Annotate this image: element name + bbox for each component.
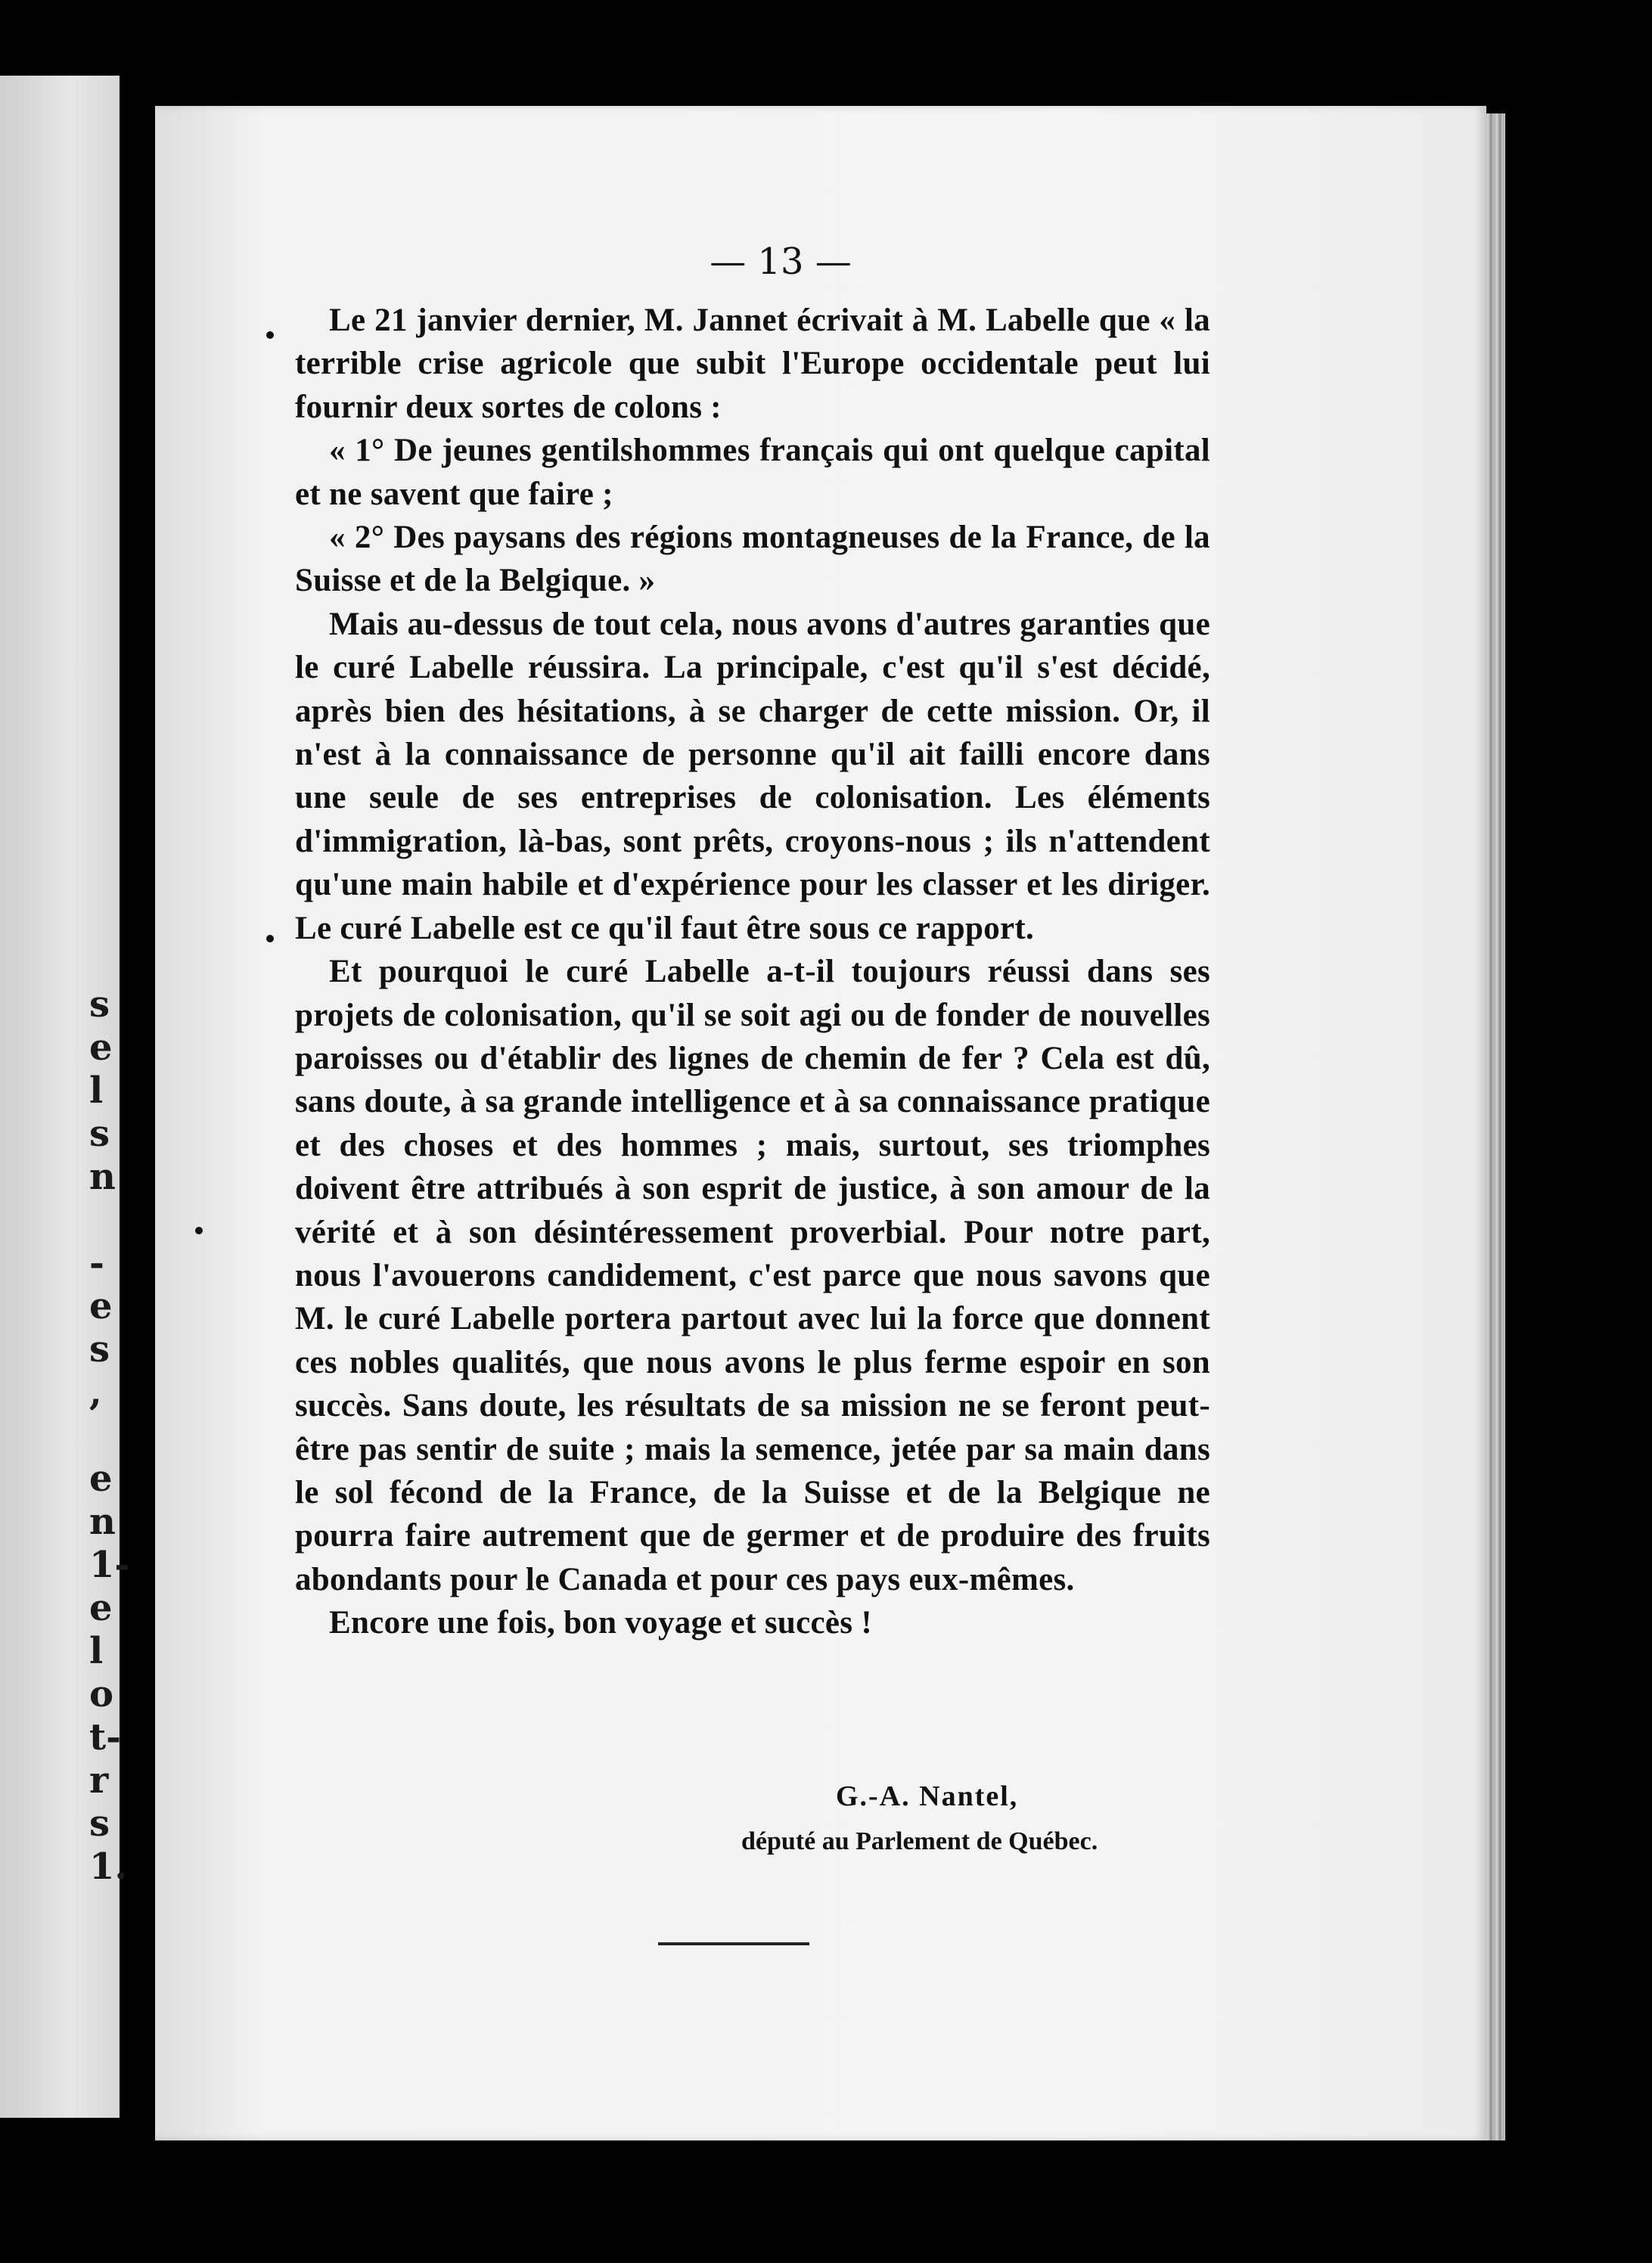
margin-char: o: [89, 1673, 114, 1715]
margin-char: s: [89, 1328, 110, 1371]
paragraph: Mais au-dessus de tout cela, nous avons d'autres garanties que le curé Labelle réussira. La principale, c'est qu'il s'est décidé, après bien des hésitations, à se charger de cette mission. Or, il n'est à la connaissance de personne qu'il ait failli encore dans une seule de ses entreprises de colonisation. Les éléments d'immigration, là-bas, sont prêts, croyons-nous ; ils n'attendent qu'une main habile et d'expérience pour les classer et les diriger. Le curé Labelle est ce qu'il faut être sous ce rapport.: [295, 606, 1210, 946]
closing-rule: [658, 1942, 809, 1945]
margin-char: e: [89, 1285, 113, 1327]
margin-char: l: [89, 1069, 104, 1112]
signature-title: député au Parlement de Québec.: [741, 1827, 1098, 1855]
signature-name: G.-A. Nantel,: [836, 1780, 1019, 1812]
page-body: [295, 299, 1210, 1645]
margin-char: s: [89, 983, 110, 1026]
signature-block: [741, 1774, 1225, 1864]
paragraph: Le 21 janvier dernier, M. Jannet écrivait à M. Labelle que « la terrible crise agricole que subit l'Europe occidentale peut lui fournir deux sortes de colons :: [295, 303, 1210, 425]
margin-char: l: [89, 1630, 104, 1672]
margin-char: [89, 1199, 120, 1242]
margin-char: s: [89, 1802, 110, 1845]
margin-char: n: [89, 1501, 116, 1543]
margin-char: n: [89, 1156, 116, 1198]
margin-char: 1.: [89, 1845, 128, 1888]
paragraph: « 2° Des paysans des régions montagneuses de la France, de la Suisse et de la Belgique. »: [295, 520, 1210, 599]
speck: [195, 1227, 203, 1234]
margin-char: r: [89, 1759, 109, 1802]
margin-char: -: [89, 1242, 104, 1284]
margin-char: e: [89, 1457, 113, 1500]
margin-char: e: [89, 1587, 113, 1629]
speck: [266, 331, 274, 339]
margin-char: ,: [89, 1371, 102, 1414]
facing-page-margin-text: [89, 983, 130, 1889]
speck: [266, 935, 274, 942]
page-number: — 13 —: [710, 241, 852, 283]
paragraph: « 1° De jeunes gentilshommes français qui ont quelque capital et ne savent que faire ;: [295, 433, 1210, 512]
paragraph: Et pourquoi le curé Labelle a-t-il toujours réussi dans ses projets de colonisation, qu'il se soit agi ou de fonder de nouvelles paroisses ou d'établir des lignes de chemin de fer ? Cela est dû, sans doute, à sa grande intelligence et à sa connaissance pratique et des choses et des hommes ; mais, surtout, ses triomphes doivent être attribués à son esprit de justice, à son amour de la vérité et à son désintéressement proverbial. Pour notre part, nous l'avouerons candidement, c'est parce que nous savons que M. le curé Labelle portera partout avec lui la force que donnent ces nobles qualités, que nous avons le plus ferme espoir en son succès. Sans doute, les résultats de sa mission ne se feront peut-être pas sentir de suite ; mais la semence, jetée par sa main dans le sol fécond de la France, de la Suisse et de la Belgique ne pourra faire autrement que de germer et de produire des fruits abondants pour le Canada et pour ces pays eux-mêmes.: [295, 954, 1210, 1597]
margin-char: 1-: [89, 1544, 130, 1586]
margin-char: [89, 1414, 120, 1457]
paragraph: Encore une fois, bon voyage et succès !: [329, 1605, 872, 1641]
margin-char: t-: [89, 1716, 122, 1759]
margin-char: e: [89, 1026, 113, 1069]
margin-char: s: [89, 1113, 110, 1155]
